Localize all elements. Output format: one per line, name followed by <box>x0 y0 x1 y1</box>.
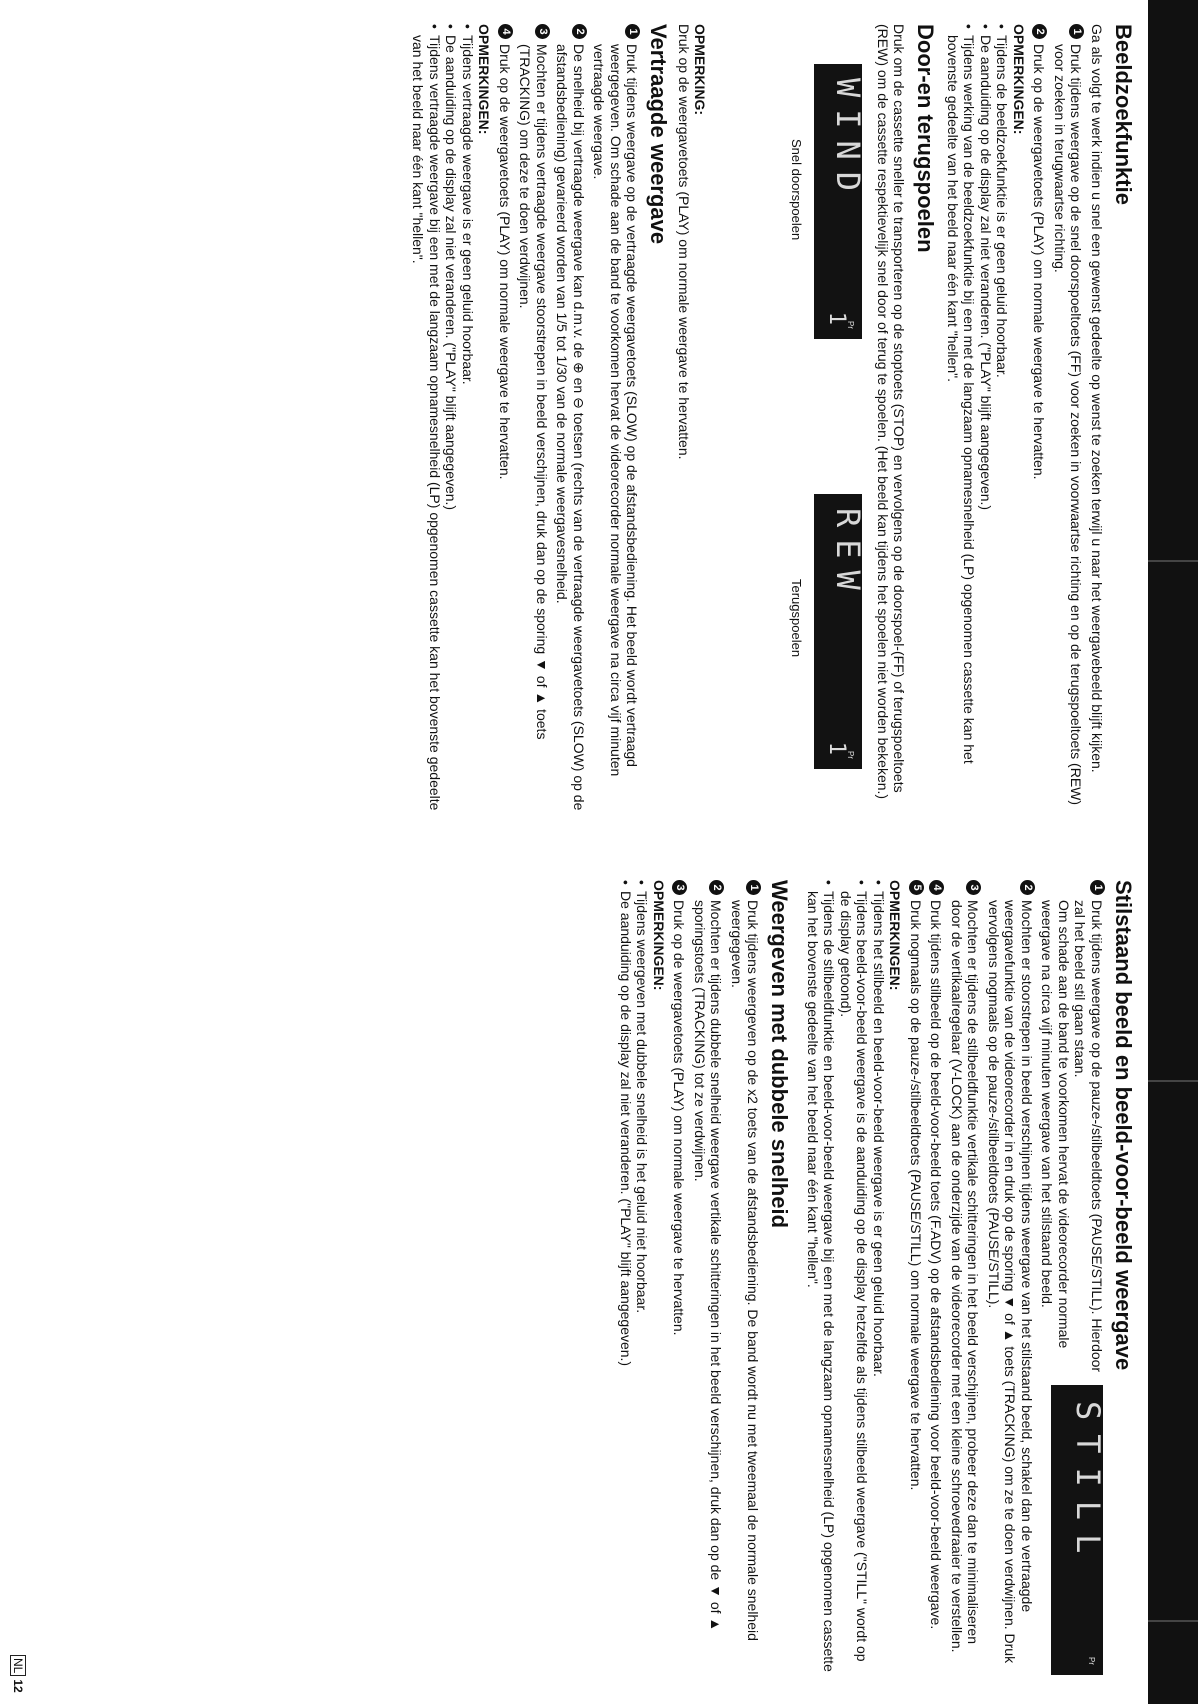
section-title-stilstaand-beeld: Stilstaand beeld en beeld-voor-beeld weergave <box>1111 880 1136 1371</box>
step-text: Druk tijdens weergave op de snel doorspoeltoets (FF) voor zoeken in voorwaartse richting en op de terugspoeltoets (REW) voor zoeken in terugwaartse richting. <box>1052 44 1085 806</box>
step-text: Druk tijdens weergave op de vertraagde weergavetoets (SLOW) op de afstandsbediening. Het beeld wordt vertraagd weergegeven. Om schade aan de band te voorkomen hervat de videorecorder normale weergave na circa vijf minuten vertraagde weergave. <box>591 44 641 777</box>
step-2 <box>1031 24 1048 824</box>
step-subtext: Om schade aan de band te voorkomen hervat de videorecorder normale weergave na circa vijf minuten weergave van het stilstaand beeld. <box>1039 900 1072 1349</box>
note-item: • Tijdens het stilbeeld en beeld-voor-beeld weergave is er geen geluid hoorbaar. <box>871 880 888 1675</box>
note-item: • Tijdens vertraagde weergave is er geen geluid hoorbaar. <box>460 24 477 824</box>
left-column <box>404 24 1136 824</box>
step-number-icon: 4 <box>930 880 945 895</box>
display-segment-text: WIND <box>829 78 868 204</box>
notes-list <box>805 880 888 1675</box>
step-number-icon: 1 <box>1070 24 1085 39</box>
notes-title: OPMERKINGEN: <box>887 880 904 991</box>
step-text: Druk op de weergavetoets (PLAY) om normale weergave te hervatten. <box>497 44 513 480</box>
display-caption: Snel doorspoelen <box>789 139 805 241</box>
note-item: • Tijdens werking van de beeldzoekfunktie bij een met de langzaam opnamesnelheid (LP) opgenomen cassette kan het bovenste gedeelte van het beeld naar één kant "hellen". <box>945 24 978 824</box>
step-text: De snelheid bij vertraagde weergave kan d.m.v. de ⊕ en ⊖ toetsen (rechts van de vertraagde weergavetoets (SLOW) op de afstandsbediening) gevarieerd worden van 1/5 tot 1/30 van de normale weergavesnelheid. <box>554 44 587 811</box>
step-1 <box>1039 880 1105 1675</box>
notes-title: OPMERKINGEN: <box>1011 24 1027 135</box>
step-number-icon: 2 <box>1033 24 1048 39</box>
step-1 <box>729 880 762 1675</box>
note-item: • Tijdens weergeven met dubbele snelheid is het geluid niet hoorbaar. <box>634 880 651 1675</box>
step-number-icon: 2 <box>1020 880 1035 895</box>
page-number <box>10 1655 26 1693</box>
step-number-icon: 1 <box>626 24 641 39</box>
note-item: • De aanduiding op de display zal niet veranderen. ("PLAY" blijft aangegeven.) <box>443 24 460 824</box>
notes-list <box>618 880 651 1675</box>
step-number-icon: 1 <box>747 880 762 895</box>
step-2 <box>554 24 587 824</box>
paragraph: Druk om de cassette sneller te transporteren op de stoptoets (STOP) en vervolgens op de doorspoel-(FF) of terugspoeltoets (REW) om de cassette respektievelijk snel door of terug te spoelen. (Het beeld kan tijdens het spoelen niet worden bekeken.) <box>875 24 908 800</box>
step-text: Druk tijdens weergave op de pauze-/stilbeeldtoets (PAUSE/STILL). Hierdoor zal het beeld stil gaan staan. <box>1072 900 1105 1373</box>
display-pr-label: Pr <box>846 321 856 329</box>
display-pr-label: Pr <box>1087 1657 1096 1665</box>
step-2 <box>986 880 1036 1675</box>
step-number-icon: 2 <box>710 880 725 895</box>
section-title-dubbele-snelheid: Weergeven met dubbele snelheid <box>767 880 793 1229</box>
step-3 <box>949 880 982 1675</box>
section-title-door-en-terugspoelen: Door-en terugspoelen <box>913 24 939 253</box>
step-text: Druk op de weergavetoets (PLAY) om normale weergave te hervatten. <box>1031 44 1048 480</box>
display-caption: Terugspoelen <box>789 579 805 658</box>
step-4 <box>928 880 945 1675</box>
step-text: Druk tijdens stilbeeld op de beeld-voor-beeld toets (F.ADV) op de afstandsbediening voor beeld-voor-beeld weergave. <box>928 900 945 1630</box>
notes-title: OPMERKING: <box>692 24 709 115</box>
step-text: Mochten er tijdens de stilbeeldfunktie vertikale schitteringen in het beeld verschijnen, probeer deze dan te minimaliseren door de vertikaalregelaar (V-LOCK) aan de onderzijde van de videorecorder met een kleine schroevedraaier te verstellen. <box>949 900 982 1653</box>
step-text: Druk tijdens weergeven op de x2 toets van de afstandsbediening. De band wordt nu met tweemaal de normale snelheid weergegeven. <box>729 900 762 1641</box>
paragraph: Ga als volgt te werk indien u snel een gewenst gedeelte op wenst te zoeken terwijl u naar het weergavebeeld blijft kijken. <box>1089 24 1105 773</box>
step-1 <box>1052 24 1085 824</box>
display-rew <box>815 494 868 769</box>
display-pr-label: Pr <box>846 751 856 759</box>
display-wind <box>815 64 868 339</box>
note-item: • Tijdens de beeldzoekfunktie is er geen geluid hoorbaar. <box>994 24 1011 824</box>
note-item: • De aanduiding op de display zal niet veranderen. ("PLAY" blijft aangegeven.) <box>978 24 995 824</box>
header-bar <box>1148 0 1198 1704</box>
header-bar-mark <box>1148 560 1198 562</box>
note-item: • Tijdens vertraagde weergave bij een met de langzaam opnamesnelheid (LP) opgenomen cassette kan het bovenste gedeelte van het beeld naar één kant "hellen". <box>410 24 443 824</box>
step-5 <box>908 880 925 1675</box>
step-number-icon: 3 <box>673 880 688 895</box>
step-number-icon: 3 <box>535 24 550 39</box>
notes-list <box>410 24 476 824</box>
display-channel: 1 <box>824 311 850 325</box>
section-title-vertraagde-weergave: Vertraagde weergave <box>646 24 672 245</box>
right-column <box>612 880 1137 1675</box>
note-item: • Tijdens de stilbeeldfunktie en beeld-voor-beeld weergave bij een met de langzaam opnamesnelheid (LP) opgenomen cassette kan het bovenste gedeelte van het beeld naar één kant "hellen". <box>805 880 838 1675</box>
paragraph: Druk op de weergavetoets (PLAY) om normale weergave te hervatten. <box>676 24 692 460</box>
header-bar-mark <box>1148 1080 1198 1082</box>
notes-list <box>945 24 1011 824</box>
step-text: Mochten er tijdens dubbele snelheid weergave vertikale schitteringen in het beeld verschijnen, druk dan op de ▼ of ▲ sporingstoets (TRACKING) tot ze verdwijnen. <box>692 900 725 1632</box>
section-title-beeldzoekfunktie: Beeldzoekfunktie <box>1111 24 1136 205</box>
step-number-icon: 3 <box>967 880 982 895</box>
display-segment-text: REW <box>829 508 868 602</box>
step-text: Mochten er tijdens vertraagde weergave stoorstrepen in beeld verschijnen, druk dan op de sporing ▼ of ▲ toets (TRACKING) om deze te doen verdwijnen. <box>517 44 550 740</box>
notes-title: OPMERKINGEN: <box>651 880 667 991</box>
step-3 <box>517 24 550 824</box>
language-box: NL <box>10 1655 26 1676</box>
step-number-icon: 4 <box>498 24 513 39</box>
page-number-value: 12 <box>11 1679 25 1693</box>
step-1 <box>591 24 641 824</box>
note-item: • De aanduiding op de display zal niet veranderen. ("PLAY" blijft aangegeven.) <box>618 880 635 1675</box>
step-2 <box>692 880 725 1675</box>
step-text: Mochten er stoorstrepen in beeld verschijnen tijdens weergave van het stilstaand beeld, schakel dan de vertraagde weergavefunktie van de videorecorder in en druk op de sporing ▼ of ▲ toets (TRACKING) om ze te doen verdwijnen. Druk vervolgens nogmaals op de pauze-/stilbeeldtoets (PAUSE/STILL). <box>986 900 1035 1664</box>
step-number-icon: 2 <box>572 24 587 39</box>
step-text: Druk nogmaals op de pauze-/stilbeeldtoets (PAUSE/STILL) om normale weergave te hervatten. <box>908 900 924 1491</box>
step-3 <box>671 880 688 1675</box>
step-number-icon: 1 <box>1090 880 1105 895</box>
step-4 <box>497 24 514 824</box>
notes-title: OPMERKINGEN: <box>476 24 493 135</box>
display-segment-text: STILL <box>1069 1401 1107 1568</box>
display-channel: 1 <box>824 741 850 755</box>
header-bar-mark <box>1148 1620 1198 1622</box>
note-item: • Tijdens beeld-voor-beeld weergave is de aanduiding op de display hetzelfde als tijdens stilbeeld weergave ("STILL" wordt op de display getoond). <box>838 880 871 1675</box>
display-illustrations <box>713 24 868 824</box>
step-text: Druk op de weergavetoets (PLAY) om normale weergave te hervatten. <box>671 900 688 1336</box>
step-number-icon: 5 <box>909 880 924 895</box>
